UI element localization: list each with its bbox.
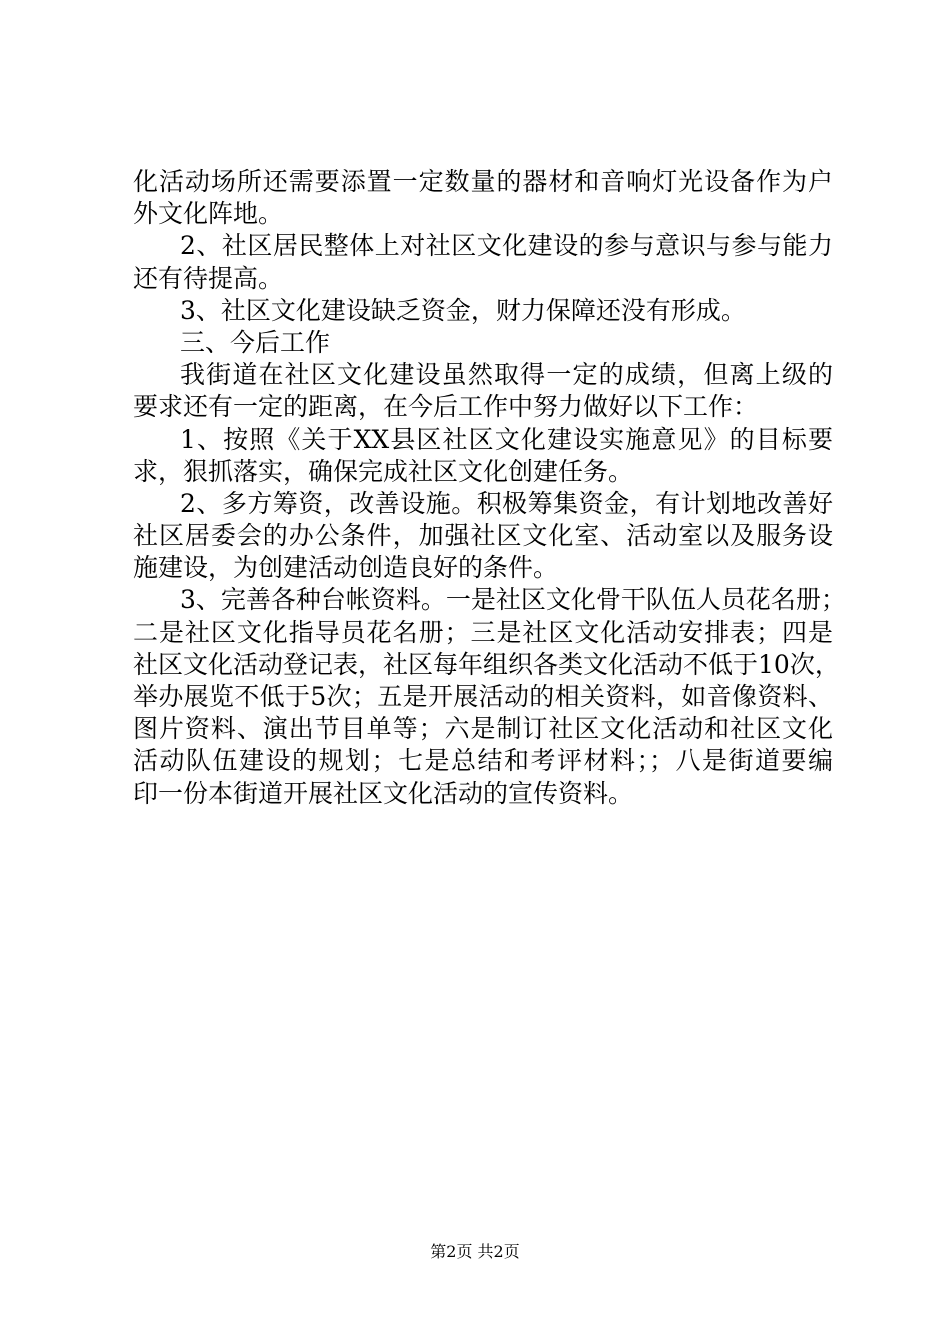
paragraph-line: 要求还有一定的距离，在今后工作中努力做好以下工作： (133, 392, 759, 422)
paragraph-line: 我街道在社区文化建设虽然取得一定的成绩，但离上级的 (180, 360, 833, 390)
paragraph-line: 举办展览不低于5次；五是开展活动的相关资料，如音像资料、 (133, 682, 833, 711)
paragraph-line: 图片资料、演出节目单等；六是制订社区文化活动和社区文化 (133, 714, 833, 744)
paragraph-line: 2、多方筹资，改善设施。积极筹集资金，有计划地改善好 (180, 488, 833, 518)
paragraph-line: 2、社区居民整体上对社区文化建设的参与意识与参与能力 (180, 231, 833, 261)
paragraph-line: 印一份本街道开展社区文化活动的宣传资料。 (133, 778, 634, 808)
paragraph-line: 社区文化活动登记表，社区每年组织各类文化活动不低于10次， (133, 649, 840, 679)
paragraph-line: 三、今后工作 (180, 327, 331, 357)
paragraph-line: 化活动场所还需要添置一定数量的器材和音响灯光设备作为户 (133, 167, 833, 196)
paragraph-line: 还有待提高。 (133, 263, 284, 293)
paragraph-line: 外文化阵地。 (133, 199, 284, 229)
paragraph-line: 二是社区文化指导员花名册；三是社区文化活动安排表；四是 (133, 617, 833, 647)
paragraph-line: 3、完善各种台帐资料。一是社区文化骨干队伍人员花名册； (180, 585, 846, 615)
paragraph-line: 社区居委会的办公条件，加强社区文化室、活动室以及服务设 (133, 521, 833, 551)
paragraph-line: 3、社区文化建设缺乏资金，财力保障还没有形成。 (180, 295, 746, 325)
paragraph-line: 施建设，为创建活动创造良好的条件。 (133, 553, 559, 583)
paragraph-line: 求，狠抓落实，确保完成社区文化创建任务。 (133, 456, 634, 486)
paragraph-line: 1、按照《关于XX县区社区文化建设实施意见》的目标要 (180, 424, 833, 454)
page-footer: 第2页 共2页 (430, 1242, 520, 1261)
document-body (133, 166, 846, 810)
paragraph-line: 活动队伍建设的规划；七是总结和考评材料；；八是街道要编 (133, 746, 833, 776)
